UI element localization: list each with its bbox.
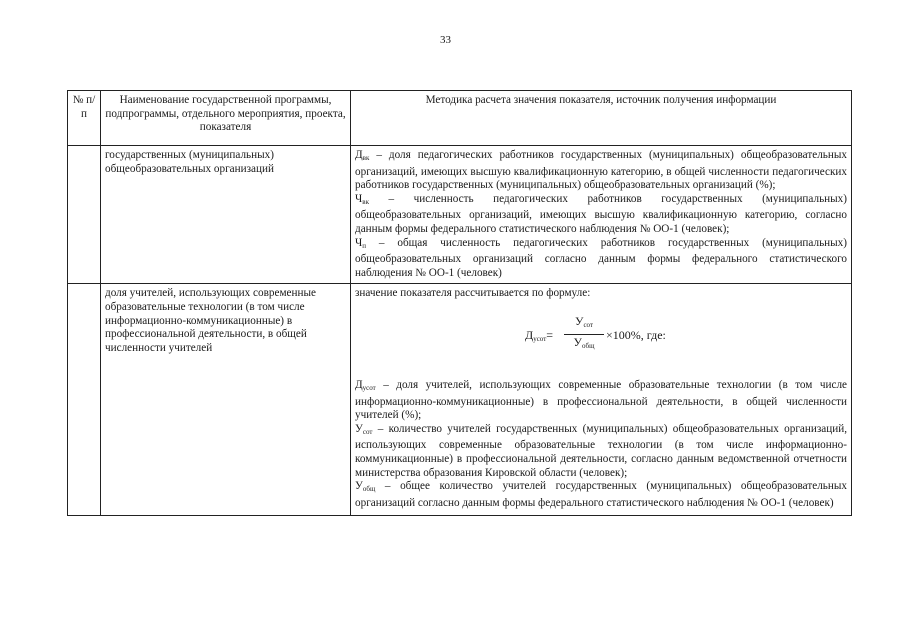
- definition-subscript: сот: [362, 427, 373, 436]
- definition-item: [355, 379, 847, 423]
- formula-lhs: $Д_{усот}=$: [525, 327, 554, 343]
- definition-text: – численность педагогических работников государственных (муниципальных) общеобразовательных организаций, имеющих высшую квалификационную категорию, согласно данным формы федерального статистического наблюдения № ОО-1 (человек);: [355, 192, 847, 235]
- row2-name: доля учителей, использующих современные образовательные технологии (в том числе информационно-коммуникационные) в профессиональной деятельности, в общей численности учителей: [101, 284, 351, 516]
- formula-fraction: [564, 315, 604, 353]
- formula-denominator: $У_{общ}$: [573, 334, 595, 350]
- definition-text: – общее количество учителей государственных (муниципальных) общеобразовательных организаций согласно данным формы федерального статистического наблюдения № ОО-1 (человек): [355, 480, 847, 509]
- definition-subscript: вк: [362, 197, 369, 206]
- formula-intro: значение показателя рассчитывается по формуле:: [355, 287, 591, 300]
- definition-text: – доля учителей, использующих современные образовательные технологии (в том числе информационно-коммуникационные) в профессиональной деятельности, в общей численности учителей (%);: [355, 378, 847, 422]
- formula-rhs: ×100%, где:: [606, 327, 666, 342]
- definition-text: – количество учителей государственных (муниципальных) общеобразовательных организаций, использующих современные образовательные технологии (в том числе информационно-коммуникационные) в профессиональной деятельности, согласно данным ведомственной отчетности министерства образования Кировской области (человек);: [355, 422, 847, 479]
- formula: [355, 301, 847, 379]
- definition-symbol: Д: [355, 149, 363, 161]
- definition-text: – доля педагогических работников государственных (муниципальных) общеобразовательных организаций, имеющих высшую квалификационную категорию, в общей численности педагогических работников государственных (муниципальных) общеобразовательных организаций (%);: [355, 149, 847, 192]
- definition-subscript: п: [362, 241, 367, 250]
- table-row: [68, 284, 852, 516]
- definition-symbol: Д: [355, 378, 363, 391]
- definition-item: [355, 423, 847, 480]
- definition-subscript: общ: [362, 485, 376, 494]
- definition-subscript: усот: [362, 383, 376, 392]
- definition-item: [355, 193, 847, 237]
- row1-name: государственных (муниципальных) общеобразовательных организаций: [101, 146, 351, 284]
- definition-text: – общая численность педагогических работников государственных (муниципальных) общеобразовательных организаций согласно данным формы федерального статистического наблюдения № ОО-1 (человек): [355, 236, 847, 279]
- definition-item: [355, 149, 847, 193]
- indicator-table: [67, 90, 852, 516]
- table-row: [68, 146, 852, 284]
- definition-symbol: У: [355, 422, 363, 435]
- definition-symbol: Ч: [355, 236, 363, 249]
- definition-symbol: Ч: [355, 192, 363, 205]
- table-header-row: [68, 91, 852, 146]
- definition-item: [355, 237, 847, 281]
- row1-num: [68, 146, 101, 284]
- header-method: Методика расчета значения показателя, источник получения информации: [351, 91, 852, 146]
- definition-item: [355, 480, 847, 510]
- row2-method: [351, 284, 852, 516]
- row2-num: [68, 284, 101, 516]
- header-num: № п/п: [68, 91, 101, 146]
- definition-symbol: У: [355, 480, 363, 493]
- definition-subscript: вк: [362, 154, 370, 162]
- header-name: Наименование государственной программы, подпрограммы, отдельного мероприятия, проекта, показателя: [101, 91, 351, 146]
- page-number: 33: [440, 34, 451, 46]
- row1-method: [351, 146, 852, 284]
- formula-numerator: $У_{сот}$: [564, 315, 604, 335]
